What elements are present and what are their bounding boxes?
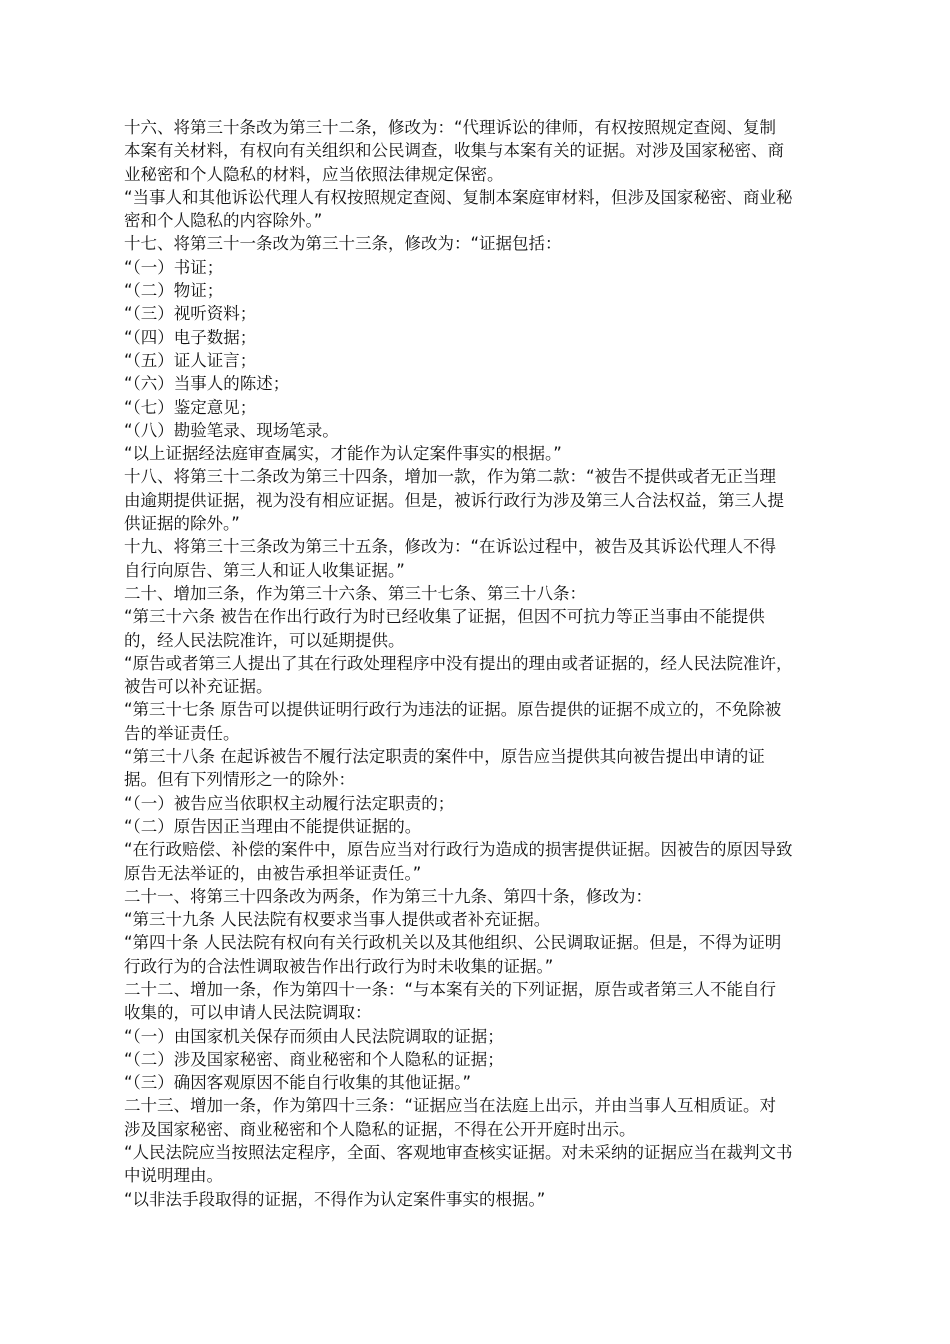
text-line: 二十三、增加一条，作为第四十三条：“证据应当在法庭上出示，并由当事人互相质证。对: [124, 1096, 777, 1116]
text-line: 供证据的除外。”: [124, 514, 240, 534]
text-line: 十八、将第三十二条改为第三十四条，增加一款，作为第二款：“被告不提供或者无正当理: [124, 467, 777, 487]
text-line: 被告可以补充证据。: [124, 677, 273, 697]
text-line: “人民法院应当按照法定程序，全面、客观地审查核实证据。对未采纳的证据应当在裁判文书: [124, 1143, 793, 1163]
text-line: “（二）涉及国家秘密、商业秘密和个人隐私的证据；: [124, 1049, 504, 1069]
text-line: “（八）勘验笔录、现场笔录。: [124, 420, 339, 440]
text-line: “（五）证人证言；: [124, 350, 257, 370]
text-line: “（一）被告应当依职权主动履行法定职责的；: [124, 793, 455, 813]
text-line: 行政行为的合法性调取被告作出行政行为时未收集的证据。”: [124, 956, 554, 976]
text-line: 自行向原告、第三人和证人收集证据。”: [124, 560, 405, 580]
text-line: 二十一、将第三十四条改为两条，作为第三十九条、第四十条，修改为：: [124, 886, 652, 906]
text-line: “（三）确因客观原因不能自行收集的其他证据。”: [124, 1073, 472, 1093]
text-line: “第三十七条 原告可以提供证明行政行为违法的证据。原告提供的证据不成立的，不免除被: [124, 700, 782, 720]
text-line: “（三）视听资料；: [124, 304, 257, 324]
text-line: 十七、将第三十一条改为第三十三条，修改为：“证据包括：: [124, 234, 562, 254]
text-line: 中说明理由。: [124, 1166, 223, 1186]
text-line: 原告无法举证的，由被告承担举证责任。”: [124, 863, 422, 883]
text-line: 收集的，可以申请人民法院调取：: [124, 1003, 372, 1023]
text-line: “在行政赔偿、补偿的案件中，原告应当对行政行为造成的损害提供证据。因被告的原因导致: [124, 840, 793, 860]
text-line: “（六）当事人的陈述；: [124, 374, 290, 394]
text-line: “（一）书证；: [124, 257, 224, 277]
text-line: 据。但有下列情形之一的除外：: [124, 770, 355, 790]
text-line: 业秘密和个人隐私的材料，应当依照法律规定保密。: [124, 164, 504, 184]
text-line: “以非法手段取得的证据，不得作为认定案件事实的根据。”: [124, 1189, 546, 1209]
text-line: “以上证据经法庭审查属实，才能作为认定案件事实的根据。”: [124, 444, 562, 464]
text-line: “第三十九条 人民法院有权要求当事人提供或者补充证据。: [124, 910, 551, 930]
text-line: “（四）电子数据；: [124, 327, 257, 347]
text-line: “第三十六条 被告在作出行政行为时已经收集了证据，但因不可抗力等正当事由不能提供: [124, 607, 765, 627]
text-line: “第三十八条 在起诉被告不履行法定职责的案件中，原告应当提供其向被告提出申请的证: [124, 747, 765, 767]
text-line: “（一）由国家机关保存而须由人民法院调取的证据；: [124, 1026, 504, 1046]
text-line: “（七）鉴定意见；: [124, 397, 257, 417]
text-line: “（二）物证；: [124, 281, 224, 301]
text-line: 十九、将第三十三条改为第三十五条，修改为：“在诉讼过程中，被告及其诉讼代理人不得: [124, 537, 777, 557]
text-line: 本案有关材料，有权向有关组织和公民调查，收集与本案有关的证据。对涉及国家秘密、商: [124, 141, 784, 161]
text-line: “（二）原告因正当理由不能提供证据的。: [124, 816, 422, 836]
text-line: 的，经人民法院准许，可以延期提供。: [124, 630, 405, 650]
document-body: [124, 116, 840, 1211]
text-line: “当事人和其他诉讼代理人有权按照规定查阅、复制本案庭审材料，但涉及国家秘密、商业秘: [124, 187, 793, 207]
text-line: 二十、增加三条，作为第三十六条、第三十七条、第三十八条：: [124, 583, 586, 603]
text-line: 涉及国家秘密、商业秘密和个人隐私的证据，不得在公开开庭时出示。: [124, 1119, 636, 1139]
text-line: 由逾期提供证据，视为没有相应证据。但是，被诉行政行为涉及第三人合法权益，第三人提: [124, 490, 784, 510]
text-line: 告的举证责任。: [124, 723, 240, 743]
text-line: 密和个人隐私的内容除外。”: [124, 211, 323, 231]
text-line: “第四十条 人民法院有权向有关行政机关以及其他组织、公民调取证据。但是，不得为证明: [124, 933, 782, 953]
text-line: 二十二、增加一条，作为第四十一条：“与本案有关的下列证据，原告或者第三人不能自行: [124, 979, 777, 999]
text-line: “原告或者第三人提出了其在行政处理程序中没有提出的理由或者证据的，经人民法院准许，: [124, 653, 793, 673]
text-line: 十六、将第三十条改为第三十二条，修改为：“代理诉讼的律师，有权按照规定查阅、复制: [124, 118, 777, 137]
